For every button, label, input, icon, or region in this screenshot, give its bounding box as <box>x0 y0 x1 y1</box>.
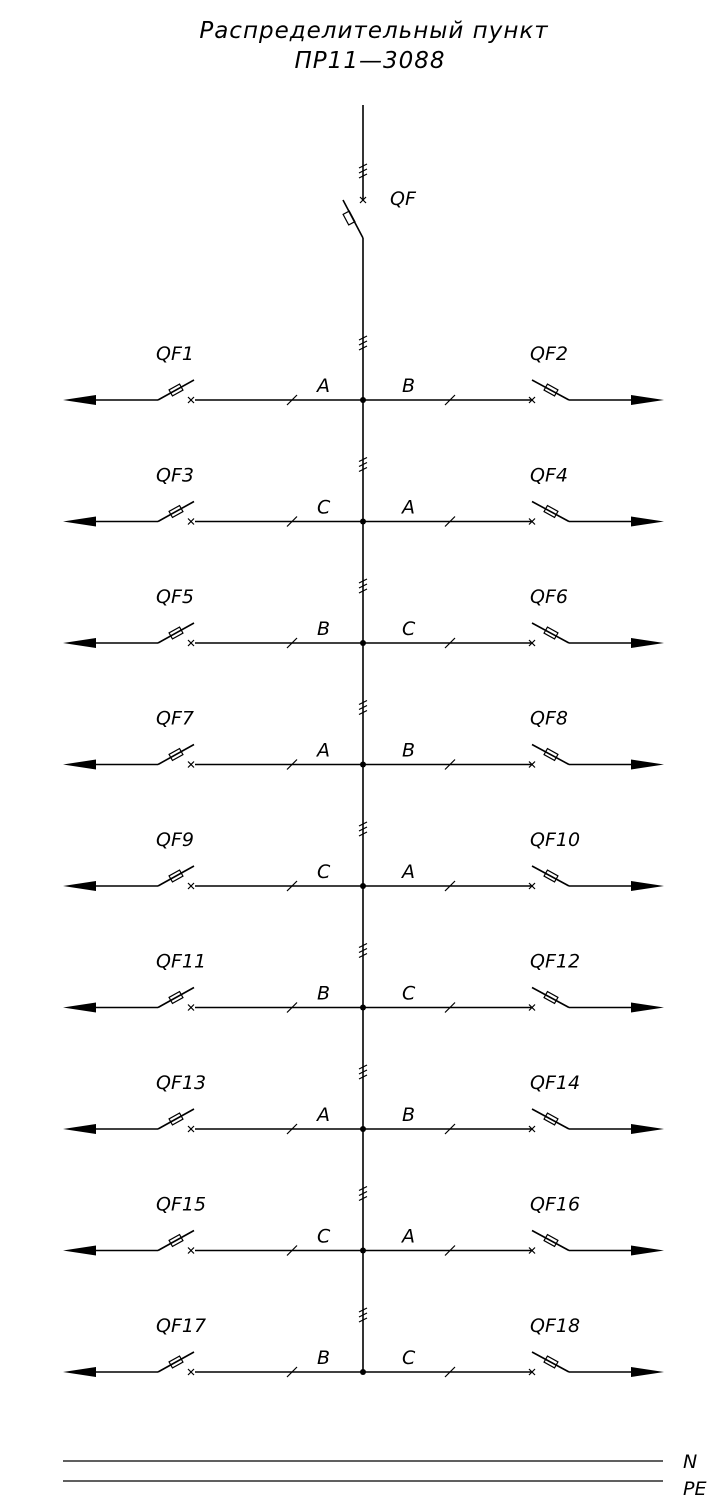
left-breaker-label: QF11 <box>156 950 207 973</box>
junction-dot <box>360 762 366 768</box>
right-breaker-label: QF6 <box>530 586 568 608</box>
pe-bus-label: PE <box>683 1478 707 1500</box>
right-phase-label: A <box>402 1225 415 1248</box>
right-outgoing-arrow <box>631 395 664 405</box>
junction-dot <box>360 1248 366 1254</box>
right-phase-label: C <box>402 982 416 1005</box>
right-outgoing-arrow <box>631 1003 664 1013</box>
junction-dot <box>360 640 366 646</box>
main-breaker-label: QF <box>390 188 416 210</box>
main-feeder <box>343 105 367 1370</box>
right-outgoing-arrow <box>631 881 664 891</box>
left-outgoing-arrow <box>63 1003 96 1013</box>
right-phase-label: C <box>402 1347 416 1369</box>
right-phase-label: B <box>402 375 416 397</box>
right-outgoing-arrow <box>631 1124 664 1134</box>
left-breaker-label: QF3 <box>156 464 194 487</box>
left-outgoing-arrow <box>63 1246 96 1256</box>
right-breaker-label: QF2 <box>530 343 568 365</box>
left-outgoing-arrow <box>63 760 96 770</box>
left-phase-label: C <box>317 861 331 883</box>
title-line-1: Распределительный пункт <box>199 18 549 44</box>
right-outgoing-arrow <box>631 638 664 648</box>
right-phase-label: B <box>402 739 416 762</box>
left-phase-label: A <box>317 739 330 762</box>
left-breaker-label: QF13 <box>156 1072 207 1094</box>
right-phase-label: B <box>402 1104 416 1126</box>
left-outgoing-arrow <box>63 395 96 405</box>
junction-dot <box>360 883 366 889</box>
left-outgoing-arrow <box>63 1124 96 1134</box>
left-breaker-label: QF7 <box>156 707 194 730</box>
left-breaker-label: QF1 <box>156 343 194 365</box>
right-breaker-label: QF8 <box>530 707 568 730</box>
left-breaker-label: QF15 <box>156 1193 207 1216</box>
left-breaker-label: QF9 <box>156 829 194 851</box>
left-outgoing-arrow <box>63 517 96 527</box>
left-breaker-label: QF5 <box>156 586 194 608</box>
left-phase-label: C <box>317 496 331 519</box>
right-breaker-label: QF12 <box>530 950 581 973</box>
bus-lines <box>63 1461 663 1481</box>
right-outgoing-arrow <box>631 517 664 527</box>
junction-dot <box>360 1369 366 1375</box>
right-outgoing-arrow <box>631 1246 664 1256</box>
left-outgoing-arrow <box>63 638 96 648</box>
right-outgoing-arrow <box>631 1367 664 1377</box>
junction-dot <box>360 397 366 403</box>
left-outgoing-arrow <box>63 881 96 891</box>
n-bus-label: N <box>683 1451 698 1473</box>
right-breaker-label: QF14 <box>530 1072 581 1094</box>
right-phase-label: A <box>402 496 415 519</box>
left-breaker-label: QF17 <box>156 1315 207 1337</box>
left-phase-label: B <box>317 618 331 640</box>
left-outgoing-arrow <box>63 1367 96 1377</box>
left-phase-label: A <box>317 1104 330 1126</box>
right-outgoing-arrow <box>631 760 664 770</box>
junction-dot <box>360 1126 366 1132</box>
right-breaker-label: QF10 <box>530 829 581 851</box>
left-phase-label: B <box>317 1347 331 1369</box>
right-phase-label: C <box>402 618 416 640</box>
right-breaker-label: QF4 <box>530 464 568 487</box>
left-phase-label: C <box>317 1225 331 1248</box>
right-phase-label: A <box>402 861 415 883</box>
junction-dot <box>360 1005 366 1011</box>
junction-dot <box>360 519 366 525</box>
left-phase-label: B <box>317 982 331 1005</box>
left-phase-label: A <box>317 375 330 397</box>
right-breaker-label: QF16 <box>530 1193 581 1216</box>
title-line-2: ПР11—3088 <box>294 48 446 74</box>
right-breaker-label: QF18 <box>530 1315 581 1337</box>
